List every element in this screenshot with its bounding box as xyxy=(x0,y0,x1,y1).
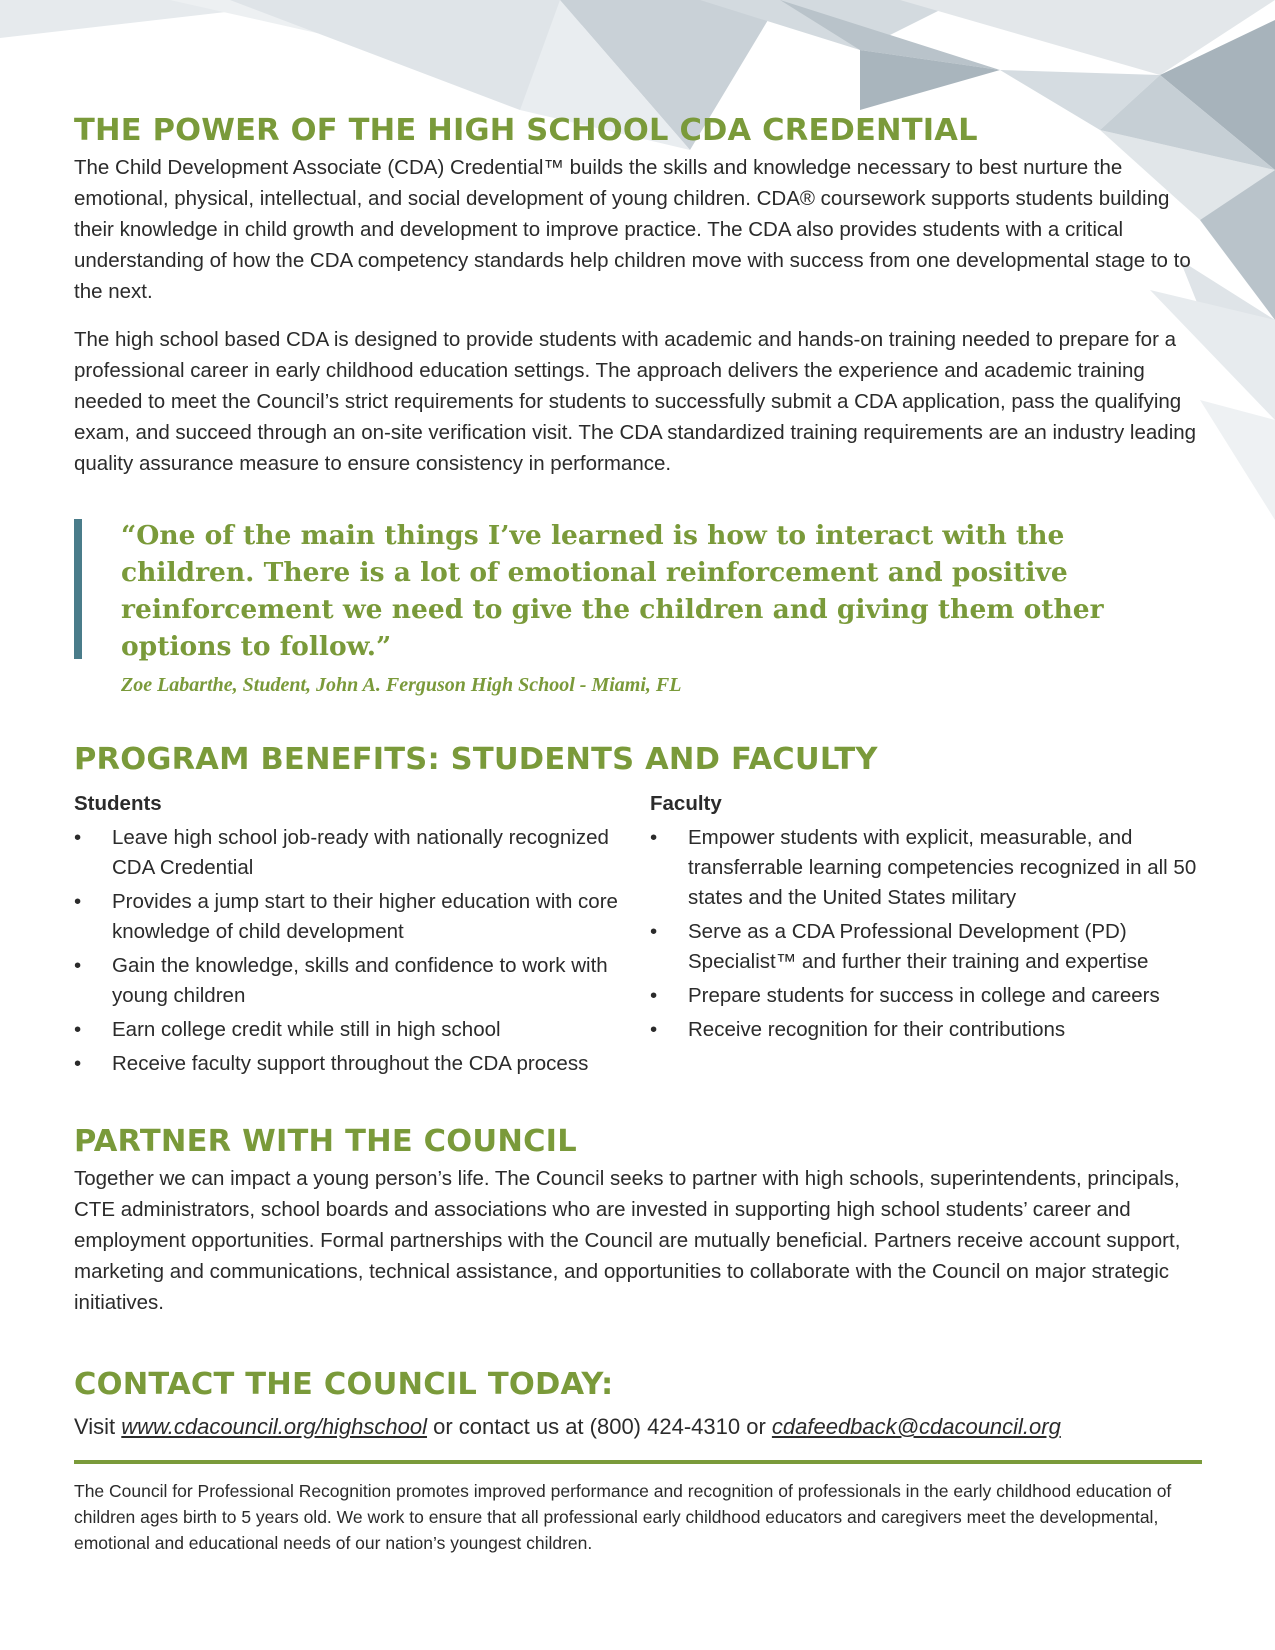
faculty-heading: Faculty xyxy=(650,792,722,815)
bullet-icon: • xyxy=(650,920,658,943)
bullet-icon: • xyxy=(74,1052,82,1075)
list-item: • Receive recognition for their contributions xyxy=(650,1015,1202,1045)
bullet-icon: • xyxy=(74,1018,82,1041)
heading-power-of-cda: THE POWER OF THE HIGH SCHOOL CDA CREDENTIAL xyxy=(74,113,978,148)
list-item: • Serve as a CDA Professional Development (PD) Specialist™ and further their training and expertise xyxy=(650,917,1202,977)
bullet-icon: • xyxy=(74,954,82,977)
list-item: • Receive faculty support throughout the CDA process xyxy=(74,1049,650,1079)
students-heading: Students xyxy=(74,792,162,815)
benefits-columns xyxy=(74,789,1202,1083)
bullet-icon: • xyxy=(650,1018,658,1041)
heading-partner: PARTNER WITH THE COUNCIL xyxy=(74,1124,577,1159)
students-column xyxy=(74,789,650,1083)
footer-text: The Council for Professional Recognition promotes improved performance and recognition of professionals in the early childhood education of children ages birth to 5 years old. We work to ensure that all professional early childhood educators and caregivers meet the developmental, emotional and educational needs of our nation’s youngest children. xyxy=(74,1481,1172,1553)
bullet-icon: • xyxy=(650,826,658,849)
list-item: • Leave high school job-ready with nationally recognized CDA Credential xyxy=(74,823,650,883)
website-link[interactable]: www.cdacouncil.org/highschool xyxy=(121,1414,428,1439)
quote-attribution: Zoe Labarthe, Student, John A. Ferguson High School - Miami, FL xyxy=(121,674,682,696)
bullet-icon: • xyxy=(74,826,82,849)
partner-paragraph: Together we can impact a young person’s life. The Council seeks to partner with high schools, superintendents, principals, CTE administrators, school boards and associations who are invested in supporting high school students’ career and employment opportunities. Formal partnerships with the Council are mutually beneficial. Partners receive account support, marketing and communications, technical assistance, and opportunities to collaborate with the Council on major strategic initiatives. xyxy=(74,1167,1181,1314)
list-item: • Provides a jump start to their higher education with core knowledge of child development xyxy=(74,887,650,947)
faculty-column xyxy=(650,789,1202,1083)
list-item: • Earn college credit while still in high school xyxy=(74,1015,650,1045)
faculty-benefits-list xyxy=(650,823,1202,1045)
contact-line: Visit www.cdacouncil.org/highschool or contact us at (800) 424-4310 or cdafeedback@cdacouncil.org xyxy=(74,1414,1061,1439)
list-item: • Prepare students for success in college and careers xyxy=(650,981,1202,1011)
testimonial-quote xyxy=(74,517,1202,699)
list-item: • Empower students with explicit, measurable, and transferrable learning competencies recognized in all 50 states and the United States military xyxy=(650,823,1202,913)
bullet-icon: • xyxy=(74,890,82,913)
quote-accent-bar xyxy=(74,519,82,659)
quote-text: “One of the main things I’ve learned is how to interact with the children. There is a lot of emotional reinforcement and positive reinforcement we need to give the children and giving them other options to follow.” xyxy=(121,520,1104,662)
document-body xyxy=(74,110,1202,1556)
heading-program-benefits: PROGRAM BENEFITS: STUDENTS AND FACULTY xyxy=(74,742,878,777)
email-link[interactable]: cdafeedback@cdacouncil.org xyxy=(771,1414,1061,1439)
high-school-cda-paragraph: The high school based CDA is designed to provide students with academic and hands-on training needed to prepare for a professional career in early childhood education settings. The approach delivers the experience and academic training needed to meet the Council’s strict requirements for students to successfully submit a CDA application, pass the qualifying exam, and succeed through an on-site verification visit. The CDA standardized training requirements are an industry leading quality assurance measure to ensure consistency in performance. xyxy=(74,328,1197,475)
list-item: • Gain the knowledge, skills and confidence to work with young children xyxy=(74,951,650,1011)
bullet-icon: • xyxy=(650,984,658,1007)
divider-rule xyxy=(74,1460,1202,1464)
students-benefits-list xyxy=(74,823,650,1079)
heading-contact: CONTACT THE COUNCIL TODAY: xyxy=(74,1367,614,1402)
intro-paragraph: The Child Development Associate (CDA) Credential™ builds the skills and knowledge necessary to best nurture the emotional, physical, intellectual, and social development of young children. CDA® coursework supports students building their knowledge in child growth and development to improve practice. The CDA also provides students with a critical understanding of how the CDA competency standards help children move with success from one developmental stage to to the next. xyxy=(74,156,1191,303)
